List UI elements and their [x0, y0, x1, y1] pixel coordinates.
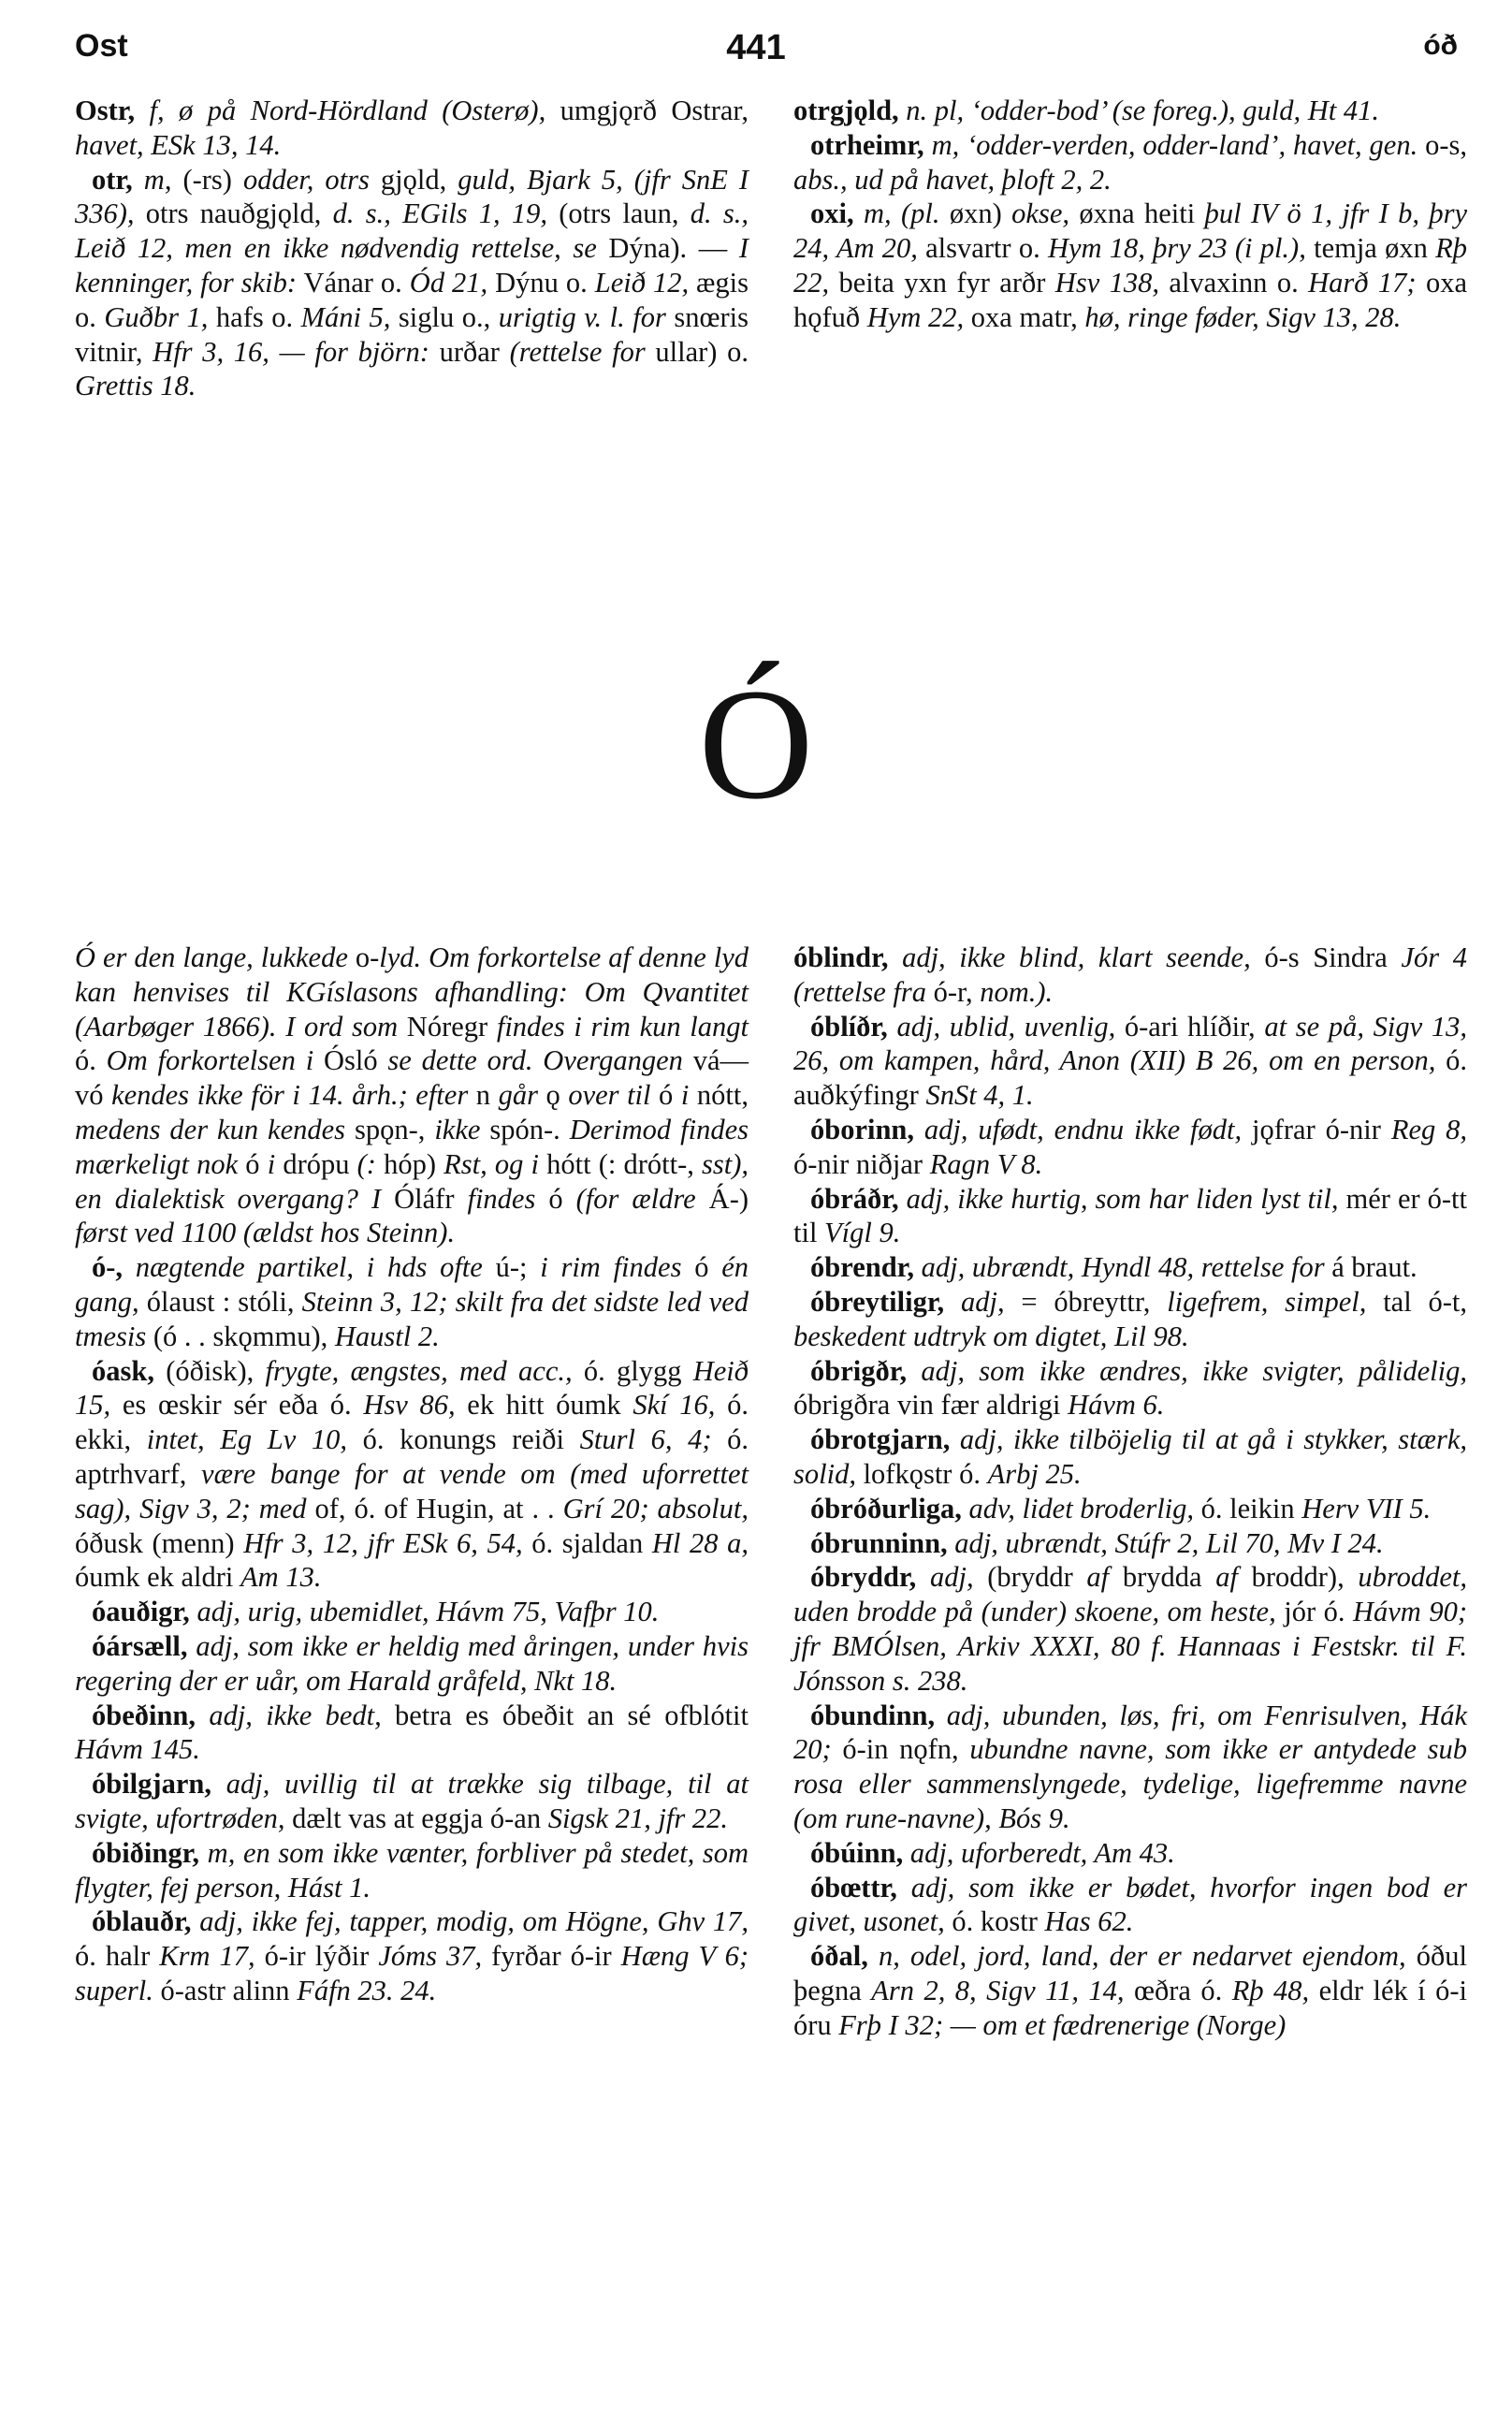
dictionary-entry: óblindr, adj, ikke blind, klart seende, ó-s Sindra Jór 4 (rettelse fra ó-r, nom.).	[793, 941, 1467, 1008]
dictionary-entry: óðal, n, odel, jord, land, der er nedarvet ejendom, óðul þegna Arn 2, 8, Sigv 11, 14, œðra ó. Rþ 48, eldr lék í ó-i óru Frþ I 32; — om et fædrenerige (Norge)	[793, 1940, 1467, 2041]
dictionary-entry: óbráðr, adj, ikke hurtig, som har liden lyst til, mér er ó-tt til Vígl 9.	[793, 1182, 1468, 1249]
dictionary-entry: óbœttr, adj, som ikke er bødet, hvorfor ingen bod er givet, usonet, ó. kostr Has 62.	[793, 1871, 1467, 1938]
dictionary-entry: óbreytiligr, adj, = óbreyttr, ligefrem, simpel, tal ó-t, beskedent udtryk om digtet, Lil 98.	[793, 1285, 1467, 1352]
dictionary-entry: óbrigðr, adj, som ikke ændres, ikke svigter, pålidelig, óbrigðra vin fær aldrigi Hávm 6.	[793, 1354, 1468, 1422]
dictionary-entry: óbeðinn, adj, ikke bedt, betra es óbeðit an sé ofblótit Hávm 145.	[75, 1699, 749, 1766]
dictionary-entry: óbundinn, adj, ubunden, løs, fri, om Fenrisulven, Hák 20; ó-in nǫfn, ubundne navne, som ikke er antydede sub rosa eller sammenslyngede, tydelige, ligefremme navne (om rune-navne), Bós 9.	[793, 1699, 1467, 1834]
column-top-left	[75, 94, 749, 403]
dictionary-entry: óbróðurliga, adv, lidet broderlig, ó. leikin Herv VII 5.	[810, 1492, 1432, 1524]
column-bottom-right	[793, 941, 1467, 2043]
dictionary-entry: óbrunninn, adj, ubrændt, Stúfr 2, Lil 70, Mv I 24.	[810, 1526, 1384, 1559]
page-number: 441	[726, 28, 786, 67]
dictionary-entry: otrheimr, m, ‘odder-verden, odder-land’, havet, gen. o-s, abs., ud på havet, þloft 2, 2.	[793, 128, 1468, 196]
dictionary-entry: óblíðr, adj, ublid, uvenlig, ó-ari hlíðir, at se på, Sigv 13, 26, om kampen, hård, Anon (XII) B 26, om en person, ó. auðkýfingr SnSt 4, 1.	[793, 1010, 1468, 1112]
dictionary-entry: otr, m, (-rs) odder, otrs gjǫld, guld, Bjark 5, (jfr SnE I 336), otrs nauðgjǫld, d. s., EGils 1, 19, (otrs laun, d. s., Leið 12, men en ikke nødvendig rettelse, se Dýna). — I kenninger, for skib: Vánar o. Ód 21, Dýnu o. Leið 12, ægis o. Guðbr 1, hafs o. Máni 5, siglu o., urigtig v. l. for snœris vitnir, Hfr 3, 16, — for björn: urðar (rettelse for ullar) o. Grettis 18.	[75, 163, 749, 402]
dictionary-entry: Ó er den lange, lukkede o-lyd. Om forkortelse af denne lyd kan henvises til KGíslasons afhandling: Om Qvantitet (Aarbøger 1866). I ord som Nóregr findes i rim kun langt ó. Om forkortelsen i Ósló se dette ord. Overgangen vá—vó kendes ikke för i 14. årh.; efter n går ǫ over til ó i nótt, medens der kun kendes spǫn-, ikke spón-. Derimod findes mærkeligt nok ó i drópu (: hóp) Rst, og i hótt (: drótt-, sst), en dialektisk overgang? I Óláfr findes ó (for ældre Á-) først ved 1100 (ældst hos Steinn).	[75, 941, 749, 1249]
column-top-right	[793, 94, 1467, 335]
dictionary-entry: otrgjǫld, n. pl, ‘odder-bod’ (se foreg.), guld, Ht 41.	[793, 95, 1379, 126]
dictionary-entry: óársæll, adj, som ikke er heldig med åringen, under hvis regering der er uår, om Harald gråfeld, Nkt 18.	[75, 1629, 749, 1697]
dictionary-entry: óbúinn, adj, uforberedt, Am 43.	[810, 1836, 1175, 1869]
section-letter-heading: Ó	[698, 656, 814, 832]
dictionary-entry: óbiðingr, m, en som ikke vænter, forbliver på stedet, som flygter, fej person, Hást 1.	[75, 1836, 749, 1904]
dictionary-entry: óask, (óðisk), frygte, ængstes, med acc., ó. glygg Heið 15, es œskir sér eða ó. Hsv 86, ek hitt óumk Skí 16, ó. ekki, intet, Eg Lv 10, ó. konungs reiði Sturl 6, 4; ó. aptrhvarf, være bange for at vende om (med uforrettet sag), Sigv 3, 2; med of, ó. of Hugin, at . . Grí 20; absolut, óðusk (menn) Hfr 3, 12, jfr ESk 6, 54, ó. sjaldan Hl 28 a, óumk ek aldri Am 13.	[75, 1354, 749, 1594]
header-left-guideword: Ost	[75, 28, 128, 64]
dictionary-entry: óbrotgjarn, adj, ikke tilböjelig til at gå i stykker, stærk, solid, lofkǫstr ó. Arbj 25.	[793, 1423, 1467, 1490]
dictionary-entry: óauðigr, adj, urig, ubemidlet, Hávm 75, Vafþr 10.	[92, 1596, 660, 1628]
dictionary-entry: ó-, nægtende partikel, i hds ofte ú-; i rim findes ó én gang, ólaust : stóli, Steinn 3, 12; skilt fra det sidste led ved tmesis (ó . . skǫmmu), Haustl 2.	[75, 1251, 749, 1352]
dictionary-entry: óbryddr, adj, (bryddr af brydda af broddr), ubroddet, uden brodde på (under) skoene, om heste, jór ó. Hávm 90; jfr BMÓlsen, Arkiv XXXI, 80 f. Hannaas i Festskr. til F. Jónsson s. 238.	[793, 1561, 1467, 1697]
dictionary-entry: oxi, m, (pl. øxn) okse, øxna heiti þul IV ö 1, jfr I b, þry 24, Am 20, alsvartr o. Hym 18, þry 23 (i pl.), temja øxn Rþ 22, beita yxn fyr arðr Hsv 138, alvaxinn o. Harð 17; oxa hǫfuð Hym 22, oxa matr, hø, ringe føder, Sigv 13, 28.	[793, 197, 1467, 333]
dictionary-entry: Ostr, f, ø på Nord-Hördland (Osterø), umgjǫrð Ostrar, havet, ESk 13, 14.	[75, 95, 749, 161]
header-right-guideword: óð	[1423, 30, 1458, 61]
dictionary-entry: óborinn, adj, ufødt, endnu ikke født, jǫfrar ó-nir Reg 8, ó-nir niðjar Ragn V 8.	[793, 1113, 1467, 1180]
column-bottom-left	[75, 941, 749, 2008]
dictionary-entry: óbilgjarn, adj, uvillig til at trække sig tilbage, til at svigte, ufortrøden, dælt vas at eggja ó-an Sigsk 21, jfr 22.	[75, 1768, 749, 1834]
dictionary-entry: óbrendr, adj, ubrændt, Hyndl 48, rettelse for á braut.	[810, 1251, 1418, 1284]
dictionary-entry: óblauðr, adj, ikke fej, tapper, modig, om Högne, Ghv 17, ó. halr Krm 17, ó-ir lýðir Jóms 37, fyrðar ó-ir Hæng V 6; superl. ó-astr alinn Fáfn 23. 24.	[75, 1905, 749, 2006]
running-header	[0, 21, 1512, 77]
